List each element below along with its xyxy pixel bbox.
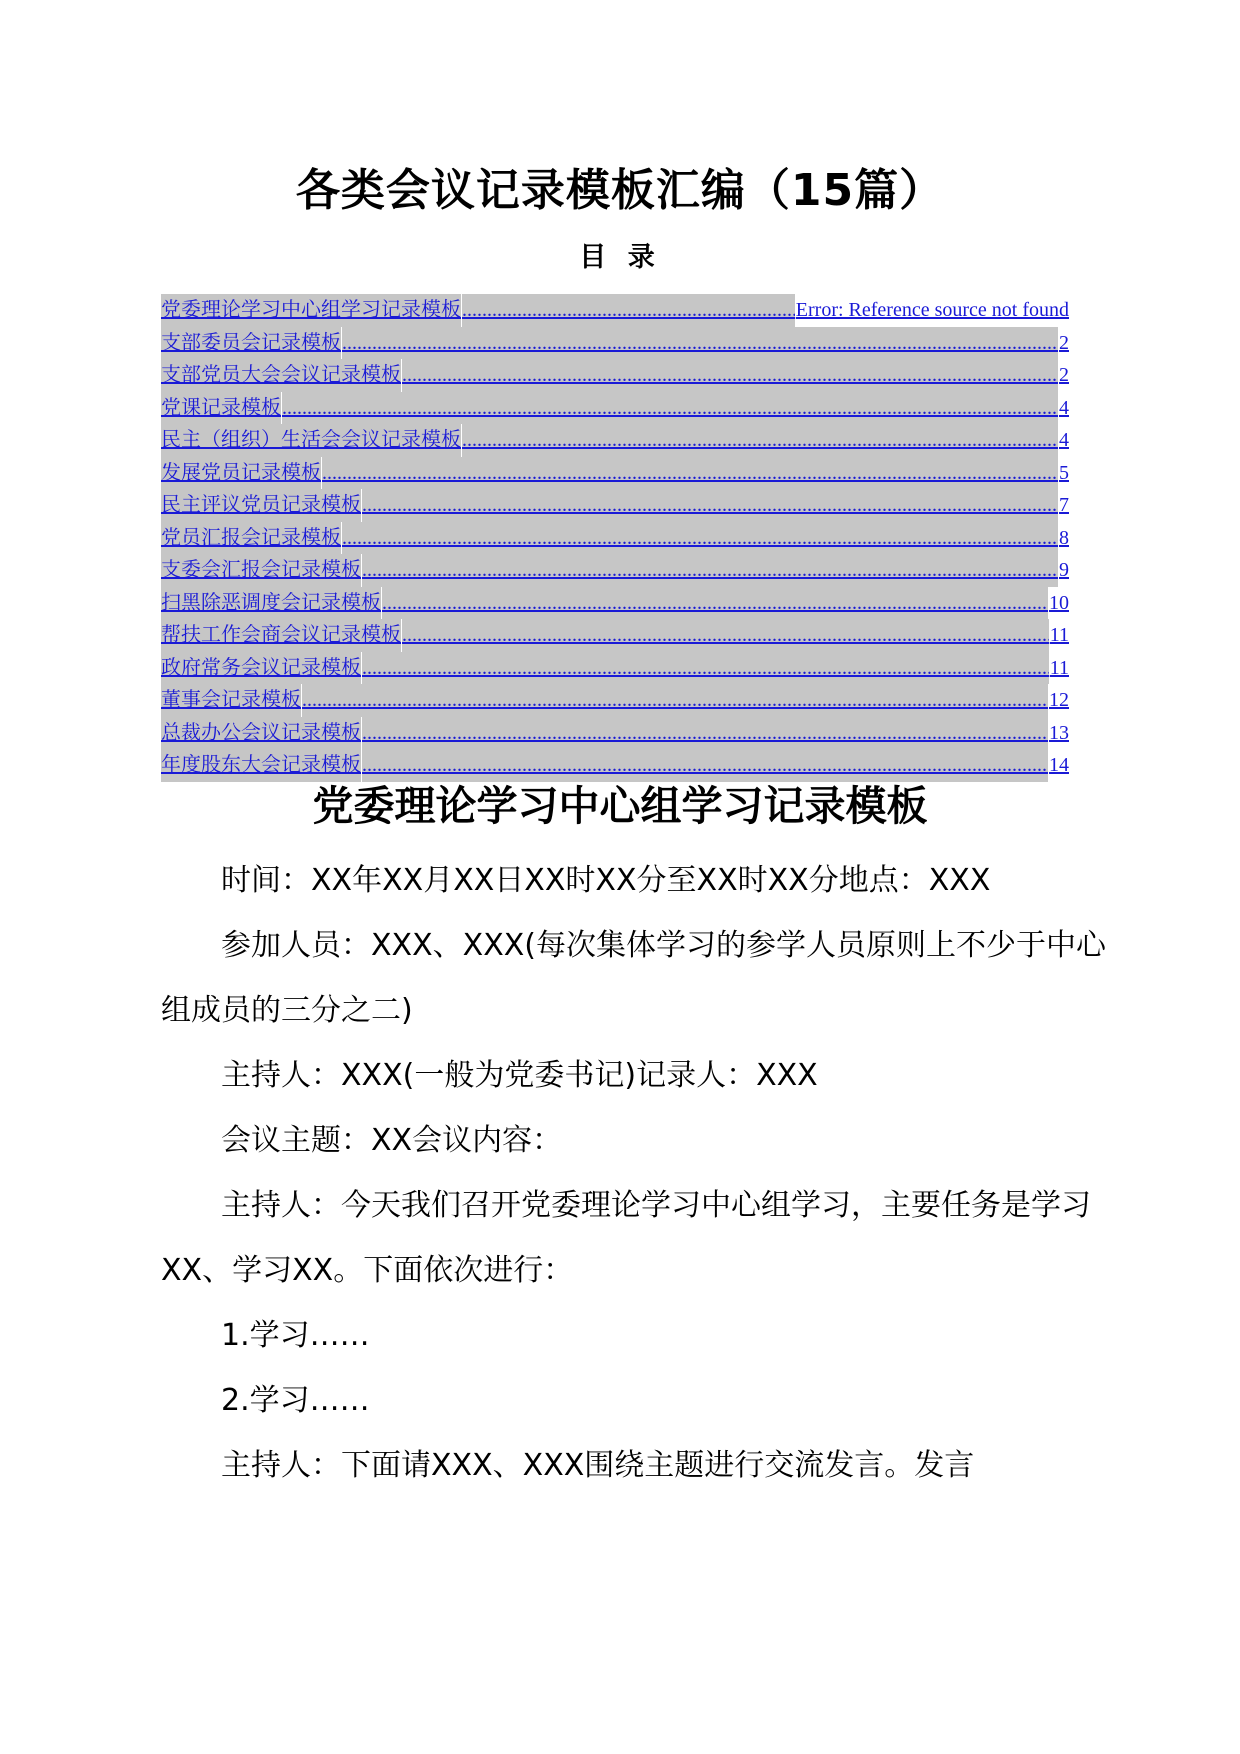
toc-item-page: 11	[1049, 656, 1069, 679]
toc-item-title: 支委会汇报会记录模板	[161, 554, 361, 587]
toc-leader-dots	[342, 327, 1058, 360]
toc-item[interactable]	[161, 749, 1069, 782]
toc-item[interactable]	[161, 522, 1069, 555]
toc-leader-dots	[322, 457, 1058, 490]
toc-leader-dots	[402, 359, 1058, 392]
toc-leader-dots	[362, 554, 1058, 587]
toc-heading: 目 录	[579, 242, 661, 273]
body-paragraph: 主持人：下面请XXX、XXX围绕主题进行交流发言。发言	[221, 1448, 975, 1483]
table-of-contents	[161, 294, 1069, 782]
section-title: 党委理论学习中心组学习记录模板	[312, 782, 928, 830]
toc-leader-dots	[302, 684, 1048, 717]
toc-leader-dots	[402, 619, 1049, 652]
toc-item-page: 5	[1059, 461, 1069, 484]
toc-item-title: 帮扶工作会商会议记录模板	[161, 619, 401, 652]
body-paragraph: 1.学习……	[221, 1318, 370, 1353]
toc-item[interactable]	[161, 294, 1069, 327]
toc-item[interactable]	[161, 327, 1069, 360]
toc-item[interactable]	[161, 587, 1069, 620]
toc-leader-dots	[462, 294, 795, 327]
toc-item-title: 支部委员会记录模板	[161, 327, 341, 360]
toc-item-page: 10	[1049, 591, 1069, 614]
toc-item-title: 发展党员记录模板	[161, 457, 321, 490]
toc-item-page: 12	[1049, 689, 1069, 711]
toc-leader-dots	[362, 717, 1048, 750]
toc-item-title: 支部党员大会会议记录模板	[161, 359, 401, 392]
toc-item-title: 扫黑除恶调度会记录模板	[161, 587, 381, 620]
toc-leader-dots	[282, 392, 1058, 425]
body-paragraph: 主持人：今天我们召开党委理论学习中心组学习，主要任务是学习XX、学习XX。下面依次进行：	[161, 1188, 1091, 1288]
toc-item[interactable]	[161, 717, 1069, 750]
body-paragraph: 主持人：XXX(一般为党委书记)记录人：XXX	[221, 1058, 818, 1093]
toc-item-title: 董事会记录模板	[161, 684, 301, 717]
toc-item-title: 民主评议党员记录模板	[161, 489, 361, 522]
toc-item[interactable]	[161, 424, 1069, 457]
toc-item-title: 党课记录模板	[161, 392, 281, 425]
toc-item[interactable]	[161, 457, 1069, 490]
toc-leader-dots	[362, 652, 1049, 685]
toc-item-page: 7	[1059, 494, 1069, 516]
section-body	[161, 848, 1121, 1498]
toc-item-page: 9	[1059, 559, 1069, 581]
toc-item-page: 8	[1059, 526, 1069, 549]
toc-item-title: 总裁办公会议记录模板	[161, 717, 361, 750]
toc-leader-dots	[382, 587, 1048, 620]
body-paragraph: 参加人员：XXX、XXX(每次集体学习的参学人员原则上不少于中心组成员的三分之二)	[161, 928, 1107, 1028]
toc-item-page: 11	[1049, 624, 1069, 646]
toc-item[interactable]	[161, 554, 1069, 587]
toc-item-title: 民主（组织）生活会会议记录模板	[161, 424, 461, 457]
toc-item-page: Error: Reference source not found	[795, 299, 1069, 321]
toc-item-page: 2	[1059, 331, 1069, 354]
body-paragraph: 2.学习……	[221, 1383, 370, 1418]
toc-item-page: 2	[1059, 364, 1069, 386]
body-paragraph: 时间：XX年XX月XX日XX时XX分至XX时XX分地点：XXX	[221, 863, 991, 898]
toc-item[interactable]	[161, 489, 1069, 522]
toc-item-page: 13	[1049, 721, 1069, 744]
toc-item-page: 14	[1049, 754, 1069, 776]
toc-item-title: 年度股东大会记录模板	[161, 749, 361, 782]
toc-leader-dots	[342, 522, 1058, 555]
toc-item-title: 政府常务会议记录模板	[161, 652, 361, 685]
toc-item[interactable]	[161, 359, 1069, 392]
toc-leader-dots	[362, 489, 1058, 522]
toc-item-title: 党委理论学习中心组学习记录模板	[161, 294, 461, 327]
toc-item[interactable]	[161, 652, 1069, 685]
toc-item[interactable]	[161, 392, 1069, 425]
toc-item-title: 党员汇报会记录模板	[161, 522, 341, 555]
toc-leader-dots	[462, 424, 1058, 457]
document-title: 各类会议记录模板汇编（15篇）	[295, 165, 945, 216]
toc-item[interactable]	[161, 619, 1069, 652]
toc-leader-dots	[362, 749, 1048, 782]
toc-item-page: 4	[1059, 396, 1069, 419]
toc-item-page: 4	[1059, 429, 1069, 451]
body-paragraph: 会议主题：XX会议内容：	[221, 1123, 563, 1158]
toc-item[interactable]	[161, 684, 1069, 717]
